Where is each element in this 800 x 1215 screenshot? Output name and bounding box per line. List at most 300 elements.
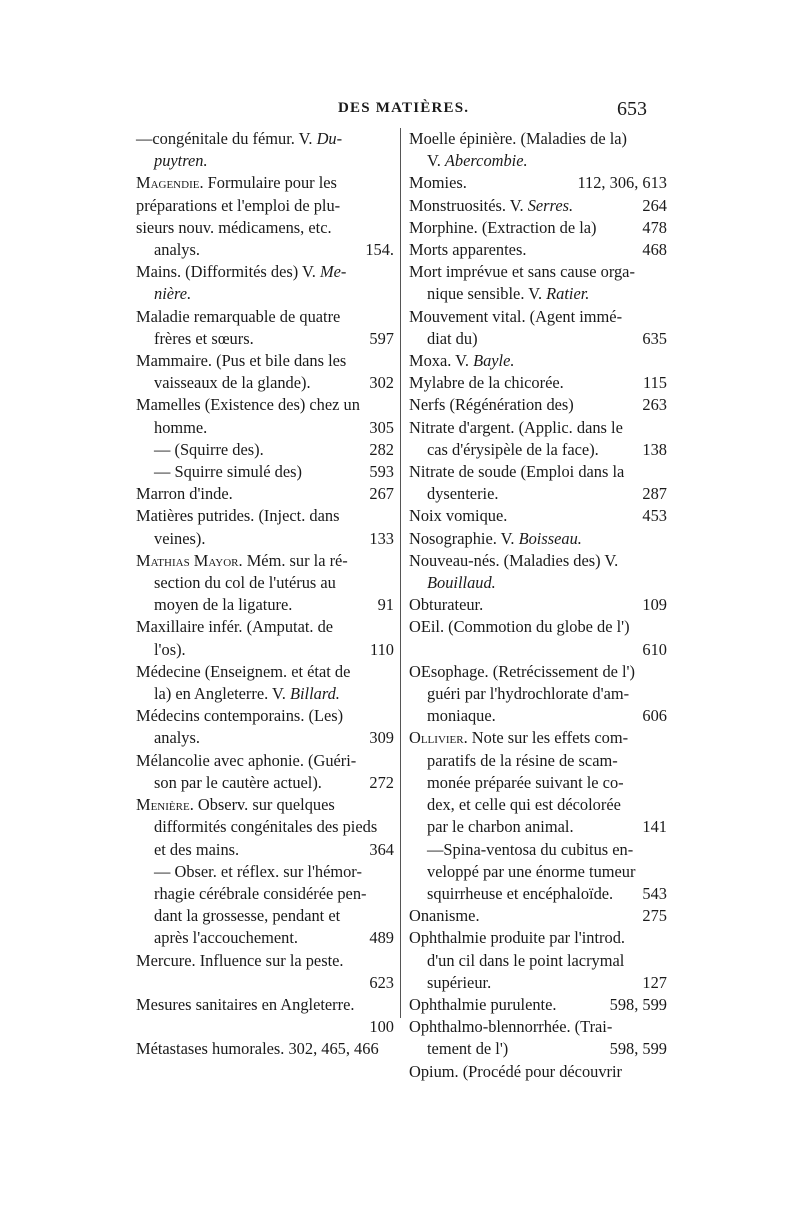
column-divider — [400, 128, 401, 1018]
entry-text: moyen de la ligature. — [154, 595, 293, 615]
index-text — [154, 328, 254, 350]
index-text — [409, 1061, 622, 1083]
index-text — [409, 727, 628, 749]
index-text — [427, 750, 618, 772]
page-number: 653 — [617, 98, 647, 120]
entry-text: sieurs nouv. médicamens, etc. — [136, 217, 332, 237]
index-line — [409, 594, 667, 616]
entry-text: Nitrate de soude (Emploi dans la — [409, 462, 625, 482]
index-line — [409, 616, 667, 638]
page-ref — [369, 439, 394, 461]
index-line — [136, 727, 394, 749]
index-line — [409, 1038, 667, 1060]
page-ref — [610, 994, 667, 1016]
entry-text: Magendie. Formulaire pour les — [136, 173, 337, 193]
entry-text: homme. — [154, 417, 208, 437]
entry-text: Moxa. V. — [409, 351, 474, 371]
index-line — [136, 128, 394, 150]
index-line — [136, 994, 394, 1016]
index-text — [154, 905, 340, 927]
index-line — [409, 350, 667, 372]
page-ref — [369, 839, 394, 861]
page-ref — [642, 594, 667, 616]
entry-text: section du col de l'utérus au — [154, 573, 336, 593]
index-text — [136, 350, 346, 372]
index-text — [154, 816, 377, 838]
entry-text: 635 — [642, 328, 667, 348]
entry-text: Mathias Mayor. Mém. sur la ré- — [136, 550, 348, 570]
index-line — [409, 1061, 667, 1083]
index-line — [409, 283, 667, 305]
index-text — [154, 861, 362, 883]
entry-text: 100 — [369, 1017, 394, 1037]
page-ref — [369, 972, 394, 994]
entry-text: 91 — [377, 595, 394, 615]
index-text — [154, 417, 207, 439]
index-text — [154, 150, 208, 172]
index-text — [409, 594, 483, 616]
entry-text: 264 — [642, 195, 667, 215]
page-ref — [642, 394, 667, 416]
index-text — [136, 394, 360, 416]
entry-text: Onanisme. — [409, 906, 480, 926]
entry-text: dex, et celle qui est décolorée — [427, 795, 621, 815]
page-ref — [643, 372, 667, 394]
index-line — [136, 1038, 394, 1060]
index-text — [427, 950, 624, 972]
index-text — [136, 705, 343, 727]
index-text — [136, 306, 340, 328]
page-ref — [370, 639, 394, 661]
index-text — [136, 261, 346, 283]
index-text — [154, 839, 239, 861]
entry-text: après l'accouchement. — [154, 928, 299, 948]
page-ref — [369, 328, 394, 350]
entry-text: 468 — [642, 240, 667, 260]
entry-text: Mammaire. (Pus et bile dans les — [136, 351, 347, 371]
entry-text: l'os). — [154, 639, 186, 659]
page-ref — [610, 1038, 667, 1060]
entry-text: analys. — [154, 728, 200, 748]
index-line — [136, 683, 394, 705]
index-text — [409, 172, 467, 194]
page-ref — [369, 727, 394, 749]
index-text — [409, 927, 625, 949]
index-text — [154, 528, 205, 550]
index-text — [427, 283, 589, 305]
entry-text: Morphine. (Extraction de la) — [409, 217, 597, 237]
entry-text: 141 — [642, 817, 667, 837]
entry-text: Opium. (Procédé pour découvrir — [409, 1061, 623, 1081]
entry-text: par le charbon animal. — [427, 817, 574, 837]
entry-text: d'un cil dans le point lacrymal — [427, 950, 625, 970]
page-ref — [642, 328, 667, 350]
index-text — [409, 550, 618, 572]
entry-text: Matières putrides. (Inject. dans — [136, 506, 340, 526]
index-text — [136, 195, 340, 217]
index-line — [136, 1016, 394, 1038]
index-line — [409, 639, 667, 661]
index-line — [136, 461, 394, 483]
entry-text: Médecine (Enseignem. et état de — [136, 661, 351, 681]
entry-text: —Spina-ventosa du cubitus en- — [427, 839, 634, 859]
entry-text: 263 — [642, 395, 667, 415]
index-text — [427, 483, 498, 505]
entry-text: Mouvement vital. (Agent immé- — [409, 306, 623, 326]
cross-reference: Du- — [316, 129, 343, 148]
index-text — [409, 1016, 612, 1038]
page-ref — [642, 905, 667, 927]
entry-text: diat du) — [427, 328, 478, 348]
entry-text: Nitrate d'argent. (Applic. dans le — [409, 417, 623, 437]
entry-text: 478 — [642, 217, 667, 237]
entry-text: Médecins contemporains. (Les) — [136, 706, 344, 726]
entry-text: 598, 599 — [609, 1039, 667, 1059]
index-line — [136, 816, 394, 838]
entry-text: supérieur. — [427, 972, 492, 992]
running-head: DES MATIÈRES. — [338, 100, 470, 116]
entry-text: veloppé par une énorme tumeur — [427, 861, 636, 881]
page-ref — [642, 217, 667, 239]
index-line — [136, 861, 394, 883]
index-line — [409, 794, 667, 816]
page-ref — [642, 639, 667, 661]
index-text — [154, 927, 298, 949]
entry-text: OEsophage. (Retrécissement de l') — [409, 661, 635, 681]
entry-text: Noix vomique. — [409, 506, 508, 526]
entry-text: — (Squirre des). — [154, 439, 264, 459]
entry-text: 364 — [369, 839, 394, 859]
page-ref — [642, 883, 667, 905]
entry-text: 127 — [642, 972, 667, 992]
index-text — [427, 705, 496, 727]
index-line — [409, 172, 667, 194]
cross-reference: Bouillaud. — [427, 573, 496, 593]
entry-text: 133 — [369, 528, 394, 548]
page-ref — [369, 461, 394, 483]
entry-text: 112, 306, 613 — [577, 173, 667, 193]
index-text — [136, 217, 332, 239]
index-text — [409, 505, 507, 527]
index-text — [409, 217, 597, 239]
entry-text: 489 — [369, 928, 394, 948]
entry-text: Mélancolie avec aphonie. (Guéri- — [136, 750, 357, 770]
index-line — [409, 705, 667, 727]
index-column-right — [409, 128, 667, 1083]
entry-text: Ollivier. Note sur les effets com- — [409, 728, 629, 748]
index-line — [409, 772, 667, 794]
entry-text: Mesures sanitaires en Angleterre. — [136, 994, 355, 1014]
index-line — [409, 750, 667, 772]
index-text — [136, 505, 339, 527]
index-line — [409, 261, 667, 283]
index-line — [136, 772, 394, 794]
cross-reference: Serres. — [527, 195, 574, 215]
entry-text: Ophthalmo-blennorrhée. (Trai- — [409, 1017, 613, 1037]
index-line — [136, 550, 394, 572]
index-text — [154, 639, 186, 661]
index-text — [154, 883, 367, 905]
index-text — [409, 394, 574, 416]
entry-text: veines). — [154, 528, 206, 548]
entry-text: préparations et l'emploi de plu- — [136, 195, 341, 215]
index-line — [136, 217, 394, 239]
index-line — [136, 705, 394, 727]
entry-text: Mylabre de la chicorée. — [409, 373, 564, 393]
index-line — [136, 905, 394, 927]
entry-text: Momies. — [409, 173, 467, 193]
page-ref — [642, 816, 667, 838]
index-line — [136, 150, 394, 172]
index-text — [427, 328, 478, 350]
index-line — [409, 727, 667, 749]
entry-text: et des mains. — [154, 839, 240, 859]
index-line — [136, 483, 394, 505]
index-line — [136, 350, 394, 372]
index-line — [409, 861, 667, 883]
entry-text: 287 — [642, 484, 667, 504]
entry-text: 275 — [642, 906, 667, 926]
index-text — [136, 1038, 379, 1060]
cross-reference: Billard. — [289, 684, 340, 704]
entry-text: Métastases humorales. 302, 465, 466 — [136, 1039, 379, 1059]
entry-text: Maladie remarquable de quatre — [136, 306, 341, 326]
index-line — [409, 572, 667, 594]
index-line — [136, 195, 394, 217]
page-ref — [642, 439, 667, 461]
entry-text: Mort imprévue et sans cause orga- — [409, 262, 635, 282]
index-line — [409, 505, 667, 527]
page-ref — [369, 417, 394, 439]
cross-reference: Abercombie. — [444, 151, 528, 171]
entry-text: Nosographie. V. — [409, 528, 519, 548]
index-line — [409, 328, 667, 350]
index-line — [136, 594, 394, 616]
entry-text: Nerfs (Régénération des) — [409, 395, 574, 415]
index-line — [409, 217, 667, 239]
index-line — [409, 950, 667, 972]
index-line — [136, 794, 394, 816]
index-line — [409, 528, 667, 550]
index-text — [136, 950, 344, 972]
entry-text: Morts apparentes. — [409, 240, 527, 260]
index-text — [136, 794, 335, 816]
index-text — [136, 550, 348, 572]
entry-text: 597 — [369, 328, 394, 348]
entry-text: 610 — [642, 639, 667, 659]
index-text — [427, 816, 574, 838]
cross-reference: Bayle. — [473, 351, 515, 371]
index-text — [154, 439, 264, 461]
index-text — [136, 172, 337, 194]
entry-text: vaisseaux de la glande). — [154, 373, 311, 393]
entry-text: Nouveau-nés. (Maladies des) V. — [409, 550, 619, 570]
entry-text: dant la grossesse, pendant et — [154, 906, 341, 926]
entry-text: la) en Angleterre. V. — [154, 684, 290, 704]
entry-text: son par le cautère actuel). — [154, 772, 322, 792]
cross-reference: puytren. — [154, 151, 208, 171]
index-text — [154, 372, 311, 394]
index-line — [409, 394, 667, 416]
page-ref — [369, 772, 394, 794]
entry-text: 623 — [369, 972, 394, 992]
entry-text: moniaque. — [427, 706, 496, 726]
entry-text: Marron d'inde. — [136, 484, 233, 504]
index-text — [136, 994, 354, 1016]
index-text — [427, 883, 613, 905]
entry-text: Mains. (Difformités des) V. — [136, 262, 320, 282]
entry-text: nique sensible. V. — [427, 284, 547, 304]
index-line — [136, 417, 394, 439]
index-line — [409, 483, 667, 505]
index-text — [154, 283, 191, 305]
entry-text: Monstruosités. V. — [409, 195, 528, 215]
entry-text: 154. — [365, 240, 394, 260]
index-text — [154, 772, 322, 794]
index-text — [409, 905, 480, 927]
index-line — [409, 128, 667, 150]
index-text — [136, 128, 342, 150]
index-text — [136, 616, 333, 638]
index-text — [409, 616, 630, 638]
index-column-left — [136, 128, 394, 1061]
index-line — [136, 172, 394, 194]
index-text — [409, 528, 582, 550]
index-line — [409, 683, 667, 705]
index-line — [409, 306, 667, 328]
index-line — [409, 461, 667, 483]
entry-text: difformités congénitales des pieds — [154, 817, 378, 837]
index-line — [409, 816, 667, 838]
entry-text: 543 — [642, 883, 667, 903]
entry-text: analys. — [154, 240, 200, 260]
entry-text: 305 — [369, 417, 394, 437]
entry-text: 598, 599 — [609, 994, 667, 1014]
entry-text: Ophthalmie produite par l'introd. — [409, 928, 625, 948]
index-text — [427, 772, 624, 794]
entry-text: tement de l') — [427, 1039, 509, 1059]
index-line — [136, 972, 394, 994]
index-line — [136, 639, 394, 661]
index-line — [409, 839, 667, 861]
index-text — [427, 683, 629, 705]
index-text — [409, 350, 514, 372]
index-text — [409, 994, 556, 1016]
index-line — [409, 1016, 667, 1038]
entry-text: Menière. Observ. sur quelques — [136, 795, 335, 815]
page-ref — [369, 1016, 394, 1038]
index-text — [409, 239, 526, 261]
index-text — [409, 261, 635, 283]
entry-text: dysenterie. — [427, 484, 499, 504]
index-line — [409, 439, 667, 461]
index-line — [136, 750, 394, 772]
entry-text: 593 — [369, 462, 394, 482]
index-text — [409, 372, 564, 394]
page-ref — [369, 927, 394, 949]
index-line — [136, 839, 394, 861]
index-line — [136, 927, 394, 949]
entry-text: 109 — [642, 595, 667, 615]
index-text — [427, 439, 599, 461]
index-line — [136, 394, 394, 416]
entry-text: 110 — [370, 639, 394, 659]
index-text — [427, 794, 621, 816]
entry-text: 302 — [369, 373, 394, 393]
index-text — [154, 461, 302, 483]
entry-text: rhagie cérébrale considérée pen- — [154, 883, 367, 903]
entry-text: 138 — [642, 439, 667, 459]
index-text — [154, 239, 200, 261]
index-text — [409, 461, 624, 483]
entry-text: Mercure. Influence sur la peste. — [136, 950, 344, 970]
page-ref — [577, 172, 667, 194]
entry-text: frères et sœurs. — [154, 328, 254, 348]
page-ref — [369, 528, 394, 550]
index-line — [409, 661, 667, 683]
page-ref — [642, 972, 667, 994]
index-text — [154, 683, 340, 705]
index-text — [427, 861, 635, 883]
index-text — [427, 150, 528, 172]
index-line — [136, 528, 394, 550]
entry-text: 453 — [642, 506, 667, 526]
page-ref — [369, 372, 394, 394]
entry-text: guéri par l'hydrochlorate d'am- — [427, 684, 630, 704]
entry-text: — Squirre simulé des) — [154, 462, 302, 482]
index-text — [154, 572, 336, 594]
index-line — [409, 927, 667, 949]
entry-text: 272 — [369, 772, 394, 792]
page-ref — [378, 594, 394, 616]
cross-reference: Me- — [319, 262, 347, 282]
index-text — [136, 483, 233, 505]
entry-text: Moelle épinière. (Maladies de la) — [409, 129, 627, 148]
entry-text: 606 — [642, 706, 667, 726]
cross-reference: Boisseau. — [518, 528, 582, 548]
index-text — [427, 572, 496, 594]
entry-text: monée préparée suivant le co- — [427, 772, 624, 792]
entry-text: Mamelles (Existence des) chez un — [136, 395, 360, 415]
page-ref — [642, 705, 667, 727]
index-line — [136, 661, 394, 683]
page-ref — [642, 195, 667, 217]
index-text — [427, 839, 633, 861]
index-line — [136, 283, 394, 305]
page-ref — [369, 483, 394, 505]
entry-text: Obturateur. — [409, 595, 484, 615]
index-line — [136, 505, 394, 527]
entry-text: squirrheuse et encéphaloïde. — [427, 883, 614, 903]
index-line — [136, 572, 394, 594]
index-line — [136, 616, 394, 638]
index-line — [409, 550, 667, 572]
index-line — [409, 195, 667, 217]
page-ref — [642, 239, 667, 261]
index-text — [427, 972, 491, 994]
index-text — [409, 417, 623, 439]
index-text — [154, 727, 200, 749]
cross-reference: Ratier. — [546, 284, 590, 304]
index-line — [136, 328, 394, 350]
entry-text: — Obser. et réflex. sur l'hémor- — [154, 861, 362, 881]
index-line — [409, 883, 667, 905]
index-text — [409, 306, 622, 328]
entry-text: cas d'érysipèle de la face). — [427, 439, 599, 459]
index-line — [409, 417, 667, 439]
index-text — [136, 750, 356, 772]
entry-text: paratifs de la résine de scam- — [427, 750, 618, 770]
